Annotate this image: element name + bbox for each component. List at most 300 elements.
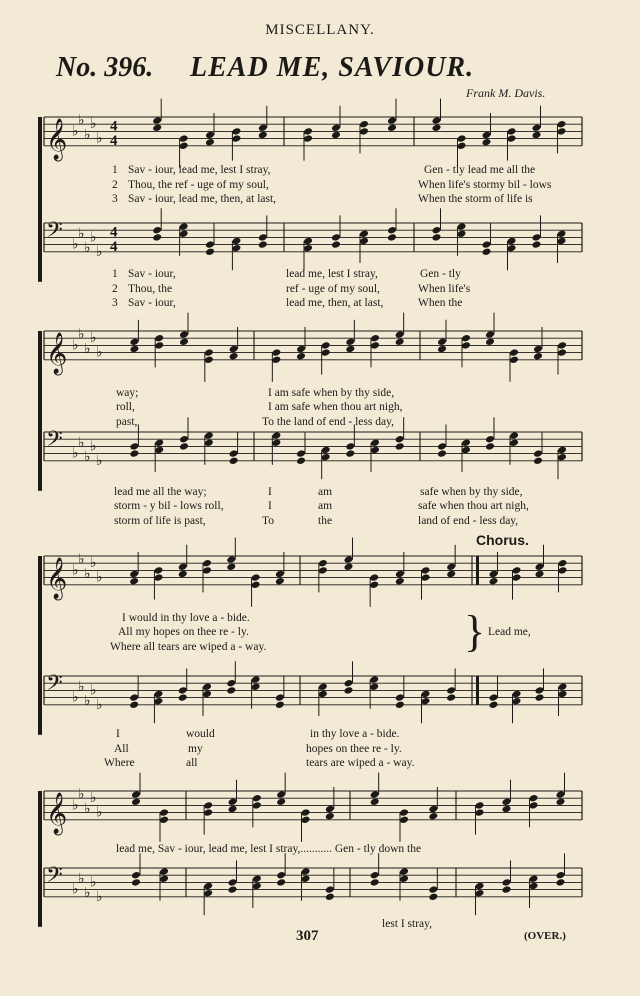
note-head [512, 690, 522, 699]
note-head [318, 566, 328, 575]
note-head [205, 248, 215, 257]
key-flat-icon: ♭ [96, 804, 103, 821]
key-flat-icon: ♭ [78, 551, 85, 568]
note-head [482, 131, 492, 140]
note-head [178, 563, 188, 572]
verse2-system1-line-b: When life's stormy bil - lows [418, 179, 552, 191]
verse-brace: } [464, 607, 486, 656]
note-head [437, 345, 447, 354]
note-head [202, 566, 212, 575]
note-head [321, 348, 331, 357]
note-head [529, 801, 539, 810]
treble-clef-icon: 𝄞 [46, 557, 68, 599]
note-head [395, 577, 405, 586]
note-head [502, 878, 512, 887]
chorus-bass4-lyric: lest I stray, [382, 918, 433, 930]
verse2-bass1-number: 2 [112, 283, 118, 295]
note-head [178, 693, 188, 702]
note-head [318, 683, 328, 692]
note-head [387, 226, 397, 235]
note-head [159, 867, 169, 876]
note-head [152, 226, 162, 235]
note-head [321, 341, 331, 350]
note-head [252, 882, 262, 891]
note-head [204, 431, 214, 440]
note-head [325, 805, 335, 814]
note-head [258, 131, 268, 140]
verse3-bass2-c: the [318, 515, 333, 527]
note-head [318, 559, 328, 568]
note-head [129, 338, 139, 347]
verse1-bass2-c: am [318, 486, 333, 498]
note-head [457, 230, 467, 239]
note-head [512, 697, 522, 706]
note-head [251, 675, 261, 684]
note-head [229, 352, 239, 361]
verse1-bass1-b: lead me, lest I stray, [286, 268, 378, 280]
note-head [301, 816, 311, 825]
note-head [251, 581, 261, 590]
verse1-bass2-a: lead me all the way; [114, 486, 207, 498]
note-head [502, 798, 512, 807]
note-head [303, 244, 313, 253]
note-head [258, 124, 268, 133]
verse1-bass3-b: would [186, 728, 215, 740]
note-head [152, 116, 162, 125]
note-head [258, 233, 268, 242]
verse1-system1-number: 1 [112, 164, 118, 176]
note-head [489, 577, 499, 586]
verse1-system3: I would in thy love a - bide. [122, 612, 250, 624]
note-head [153, 697, 163, 706]
note-head [395, 435, 405, 444]
note-head [252, 801, 262, 810]
note-head [131, 878, 141, 887]
note-head [179, 330, 189, 339]
note-head [512, 573, 522, 582]
chorus-lyric: Lead me, [488, 626, 531, 638]
verse2-system2-a: roll, [116, 401, 135, 413]
note-head [387, 233, 397, 242]
key-flat-icon: ♭ [72, 881, 79, 898]
note-head [153, 690, 163, 699]
key-flat-icon: ♭ [84, 240, 91, 257]
note-head [502, 805, 512, 814]
verse2-system2-b: I am safe when thou art nigh, [268, 401, 403, 413]
verse1-bass2-d: safe when by thy side, [420, 486, 523, 498]
note-head [204, 439, 214, 448]
note-head [178, 570, 188, 579]
note-head [251, 573, 261, 582]
chorus-double-barline [476, 676, 479, 705]
note-head [276, 871, 286, 880]
note-head [129, 345, 139, 354]
note-head [437, 338, 447, 347]
note-head [154, 446, 164, 455]
note-head [461, 334, 471, 343]
note-head [369, 675, 379, 684]
note-head [489, 701, 499, 710]
note-head [159, 875, 169, 884]
key-flat-icon: ♭ [90, 116, 97, 133]
key-flat-icon: ♭ [90, 229, 97, 246]
note-head [205, 240, 215, 249]
note-head [421, 573, 431, 582]
verse3-system1-number: 3 [112, 193, 118, 205]
note-head [369, 573, 379, 582]
note-head [276, 790, 286, 799]
verse2-bass3-b: my [188, 743, 203, 755]
note-head [131, 798, 141, 807]
note-head [203, 882, 213, 891]
note-head [204, 348, 214, 357]
note-head [258, 240, 268, 249]
note-head [437, 449, 447, 458]
note-head [432, 226, 442, 235]
key-flat-icon: ♭ [84, 693, 91, 710]
note-head [428, 885, 438, 894]
note-head [532, 131, 542, 140]
verse3-system3: Where all tears are wiped a - way. [110, 641, 267, 653]
note-head [457, 142, 467, 151]
note-head [228, 805, 238, 814]
note-head [202, 683, 212, 692]
note-head [271, 439, 281, 448]
note-head [533, 345, 543, 354]
note-head [153, 573, 163, 582]
note-head [271, 431, 281, 440]
verse3-system2-b: To the land of end - less day, [262, 416, 394, 428]
note-head [529, 882, 539, 891]
note-head [344, 686, 354, 695]
note-head [428, 805, 438, 814]
note-head [226, 679, 236, 688]
running-header: MISCELLANY. [265, 22, 375, 38]
key-flat-icon: ♭ [96, 452, 103, 469]
time-signature-digit: 4 [110, 118, 118, 135]
note-head [370, 798, 380, 807]
note-head [502, 885, 512, 894]
note-head [475, 889, 485, 898]
note-head [532, 124, 542, 133]
verse1-bass1-a: Sav - iour, [128, 268, 176, 280]
key-flat-icon: ♭ [84, 341, 91, 357]
treble-clef-icon: 𝄞 [46, 332, 68, 374]
treble-clef-icon: 𝄞 [46, 792, 68, 834]
bass-clef-icon: 𝄢 [46, 218, 63, 248]
note-head [331, 240, 341, 249]
note-head [482, 240, 492, 249]
note-head [369, 581, 379, 590]
note-head [482, 248, 492, 257]
note-head [203, 889, 213, 898]
key-flat-icon: ♭ [72, 445, 79, 462]
note-head [557, 120, 567, 129]
verse1-bass3-a: I [116, 728, 120, 740]
key-flat-icon: ♭ [78, 225, 85, 242]
note-head [252, 875, 262, 884]
note-head [129, 449, 139, 458]
note-head [558, 690, 568, 699]
note-head [532, 233, 542, 242]
note-head [344, 679, 354, 688]
note-head [421, 690, 431, 699]
note-head [231, 127, 241, 136]
verse3-bass2-b: To [262, 515, 274, 527]
note-head [533, 352, 543, 361]
note-head [325, 812, 335, 821]
verse3-bass1-a: Sav - iour, [128, 297, 176, 309]
key-flat-icon: ♭ [84, 566, 91, 582]
note-head [271, 356, 281, 365]
note-head [331, 131, 341, 140]
note-head [432, 233, 442, 242]
note-head [489, 570, 499, 579]
note-head [131, 790, 141, 799]
note-head [205, 138, 215, 147]
note-head [558, 566, 568, 575]
note-head [318, 690, 328, 699]
note-head [557, 230, 567, 239]
key-flat-icon: ♭ [90, 438, 97, 455]
verse1-system2-a: way; [116, 387, 139, 399]
key-flat-icon: ♭ [72, 562, 79, 579]
note-head [152, 233, 162, 242]
key-flat-icon: ♭ [96, 130, 103, 147]
system-bracket-4 [38, 791, 42, 927]
verse3-bass3-c: tears are wiped a - way. [306, 757, 415, 769]
note-head [533, 457, 543, 466]
note-head [533, 449, 543, 458]
verse2-bass2-c: am [318, 500, 333, 512]
note-head [202, 690, 212, 699]
note-head [178, 686, 188, 695]
note-head [558, 559, 568, 568]
note-head [203, 801, 213, 810]
note-head [275, 577, 285, 586]
key-flat-icon: ♭ [90, 790, 97, 807]
note-head [321, 446, 331, 455]
note-head [228, 878, 238, 887]
note-head [229, 449, 239, 458]
note-head [428, 893, 438, 902]
note-head [557, 453, 567, 462]
system-bracket-3 [38, 556, 42, 735]
note-head [202, 559, 212, 568]
note-head [399, 816, 409, 825]
note-head [457, 134, 467, 143]
note-head [331, 124, 341, 133]
note-head [129, 701, 139, 710]
note-head [535, 686, 545, 695]
note-head [231, 134, 241, 143]
verse1-system1-line-b: Gen - tly lead me all the [424, 164, 536, 176]
note-head [556, 798, 566, 807]
note-head [179, 222, 189, 231]
hymn-number: No. 396. [56, 52, 154, 83]
note-head [345, 449, 355, 458]
note-head [421, 566, 431, 575]
verse1-system2-b: I am safe when by thy side, [268, 387, 395, 399]
composer-credit: Frank M. Davis. [466, 86, 546, 100]
note-head [321, 453, 331, 462]
note-head [303, 134, 313, 143]
note-head [154, 341, 164, 350]
key-flat-icon: ♭ [78, 678, 85, 695]
note-head [529, 794, 539, 803]
note-head [331, 233, 341, 242]
note-head [131, 871, 141, 880]
note-head [226, 563, 236, 572]
verse1-system1-line-a: Sav - iour, lead me, lest I stray, [128, 164, 271, 176]
note-head [205, 131, 215, 140]
note-head [303, 237, 313, 246]
time-signature-digit: 4 [110, 133, 118, 150]
verse2-bass1-b: ref - uge of my soul, [286, 283, 380, 295]
note-head [369, 683, 379, 692]
note-head [475, 808, 485, 817]
verse3-system1-line-b: When the storm of life is [418, 193, 533, 205]
note-head [204, 356, 214, 365]
note-head [359, 120, 369, 129]
verse2-bass1-a: Thou, the [128, 283, 173, 295]
note-head [129, 442, 139, 451]
system-bracket-1 [38, 117, 42, 282]
key-flat-icon: ♭ [96, 696, 103, 713]
note-head [507, 244, 517, 253]
note-head [271, 348, 281, 357]
key-flat-icon: ♭ [96, 344, 103, 361]
note-head [179, 134, 189, 143]
note-head [557, 127, 567, 136]
bass-clef-icon: 𝄢 [46, 427, 63, 457]
note-head [303, 127, 313, 136]
note-head [556, 871, 566, 880]
verse2-bass3-c: hopes on thee re - ly. [306, 743, 402, 755]
note-head [489, 693, 499, 702]
key-flat-icon: ♭ [96, 888, 103, 905]
note-head [535, 563, 545, 572]
note-head [359, 237, 369, 246]
note-head [276, 878, 286, 887]
note-head [557, 237, 567, 246]
note-head [370, 334, 380, 343]
note-head [370, 790, 380, 799]
note-head [229, 345, 239, 354]
note-head [446, 563, 456, 572]
key-flat-icon: ♭ [84, 127, 91, 143]
note-head [395, 442, 405, 451]
note-head [399, 808, 409, 817]
treble-clef-icon: 𝄞 [46, 118, 68, 160]
verse1-bass2-b: I [268, 486, 272, 498]
note-head [159, 816, 169, 825]
note-head [532, 240, 542, 249]
note-head [226, 686, 236, 695]
note-head [275, 701, 285, 710]
note-head [229, 457, 239, 466]
note-head [387, 124, 397, 133]
key-flat-icon: ♭ [72, 123, 79, 140]
page-number: 307 [296, 928, 319, 944]
verse1-bass1-number: 1 [112, 268, 118, 280]
key-flat-icon: ♭ [96, 569, 103, 586]
note-head [345, 338, 355, 347]
note-head [153, 566, 163, 575]
note-head [179, 230, 189, 239]
key-flat-icon: ♭ [90, 555, 97, 572]
note-head [228, 885, 238, 894]
note-head [395, 338, 405, 347]
note-head [345, 442, 355, 451]
over-note: (OVER.) [524, 930, 566, 942]
note-head [154, 439, 164, 448]
hymn-title: LEAD ME, SAVIOUR. [190, 52, 475, 83]
verse2-bass2-a: storm - y bil - lows roll, [114, 500, 224, 512]
note-head [529, 875, 539, 884]
time-signature-digit: 4 [110, 239, 118, 256]
key-flat-icon: ♭ [72, 337, 79, 354]
note-head [231, 244, 241, 253]
note-head [370, 446, 380, 455]
verse3-bass3-a: Where [104, 757, 135, 769]
note-head [556, 878, 566, 887]
note-head [129, 577, 139, 586]
note-head [475, 882, 485, 891]
note-head [395, 330, 405, 339]
key-flat-icon: ♭ [84, 801, 91, 817]
verse3-bass1-number: 3 [112, 297, 118, 309]
note-head [482, 138, 492, 147]
note-head [359, 230, 369, 239]
verse1-bass3-c: in thy love a - bide. [310, 728, 400, 740]
note-head [461, 439, 471, 448]
verse2-system3: All my hopes on thee re - ly. [118, 626, 249, 638]
note-head [461, 341, 471, 350]
note-head [558, 683, 568, 692]
key-flat-icon: ♭ [78, 112, 85, 129]
verse3-bass2-d: land of end - less day, [418, 515, 519, 527]
note-head [475, 801, 485, 810]
key-flat-icon: ♭ [96, 243, 103, 260]
system-bracket-2 [38, 331, 42, 491]
note-head [485, 442, 495, 451]
note-head [557, 446, 567, 455]
bass-clef-icon: 𝄢 [46, 863, 63, 893]
note-head [154, 334, 164, 343]
note-head [226, 555, 236, 564]
note-head [387, 116, 397, 125]
key-flat-icon: ♭ [72, 797, 79, 814]
note-head [485, 330, 495, 339]
note-head [275, 693, 285, 702]
key-flat-icon: ♭ [78, 434, 85, 451]
verse3-bass2-a: storm of life is past, [114, 515, 206, 527]
note-head [457, 222, 467, 231]
note-head [251, 683, 261, 692]
note-head [507, 237, 517, 246]
note-head [179, 435, 189, 444]
key-flat-icon: ♭ [84, 449, 91, 466]
note-head [399, 867, 409, 876]
chorus-double-barline [476, 556, 479, 585]
note-head [446, 693, 456, 702]
key-flat-icon: ♭ [72, 236, 79, 253]
note-head [276, 798, 286, 807]
note-head [345, 345, 355, 354]
note-head [432, 116, 442, 125]
verse3-bass3-b: all [186, 757, 198, 769]
